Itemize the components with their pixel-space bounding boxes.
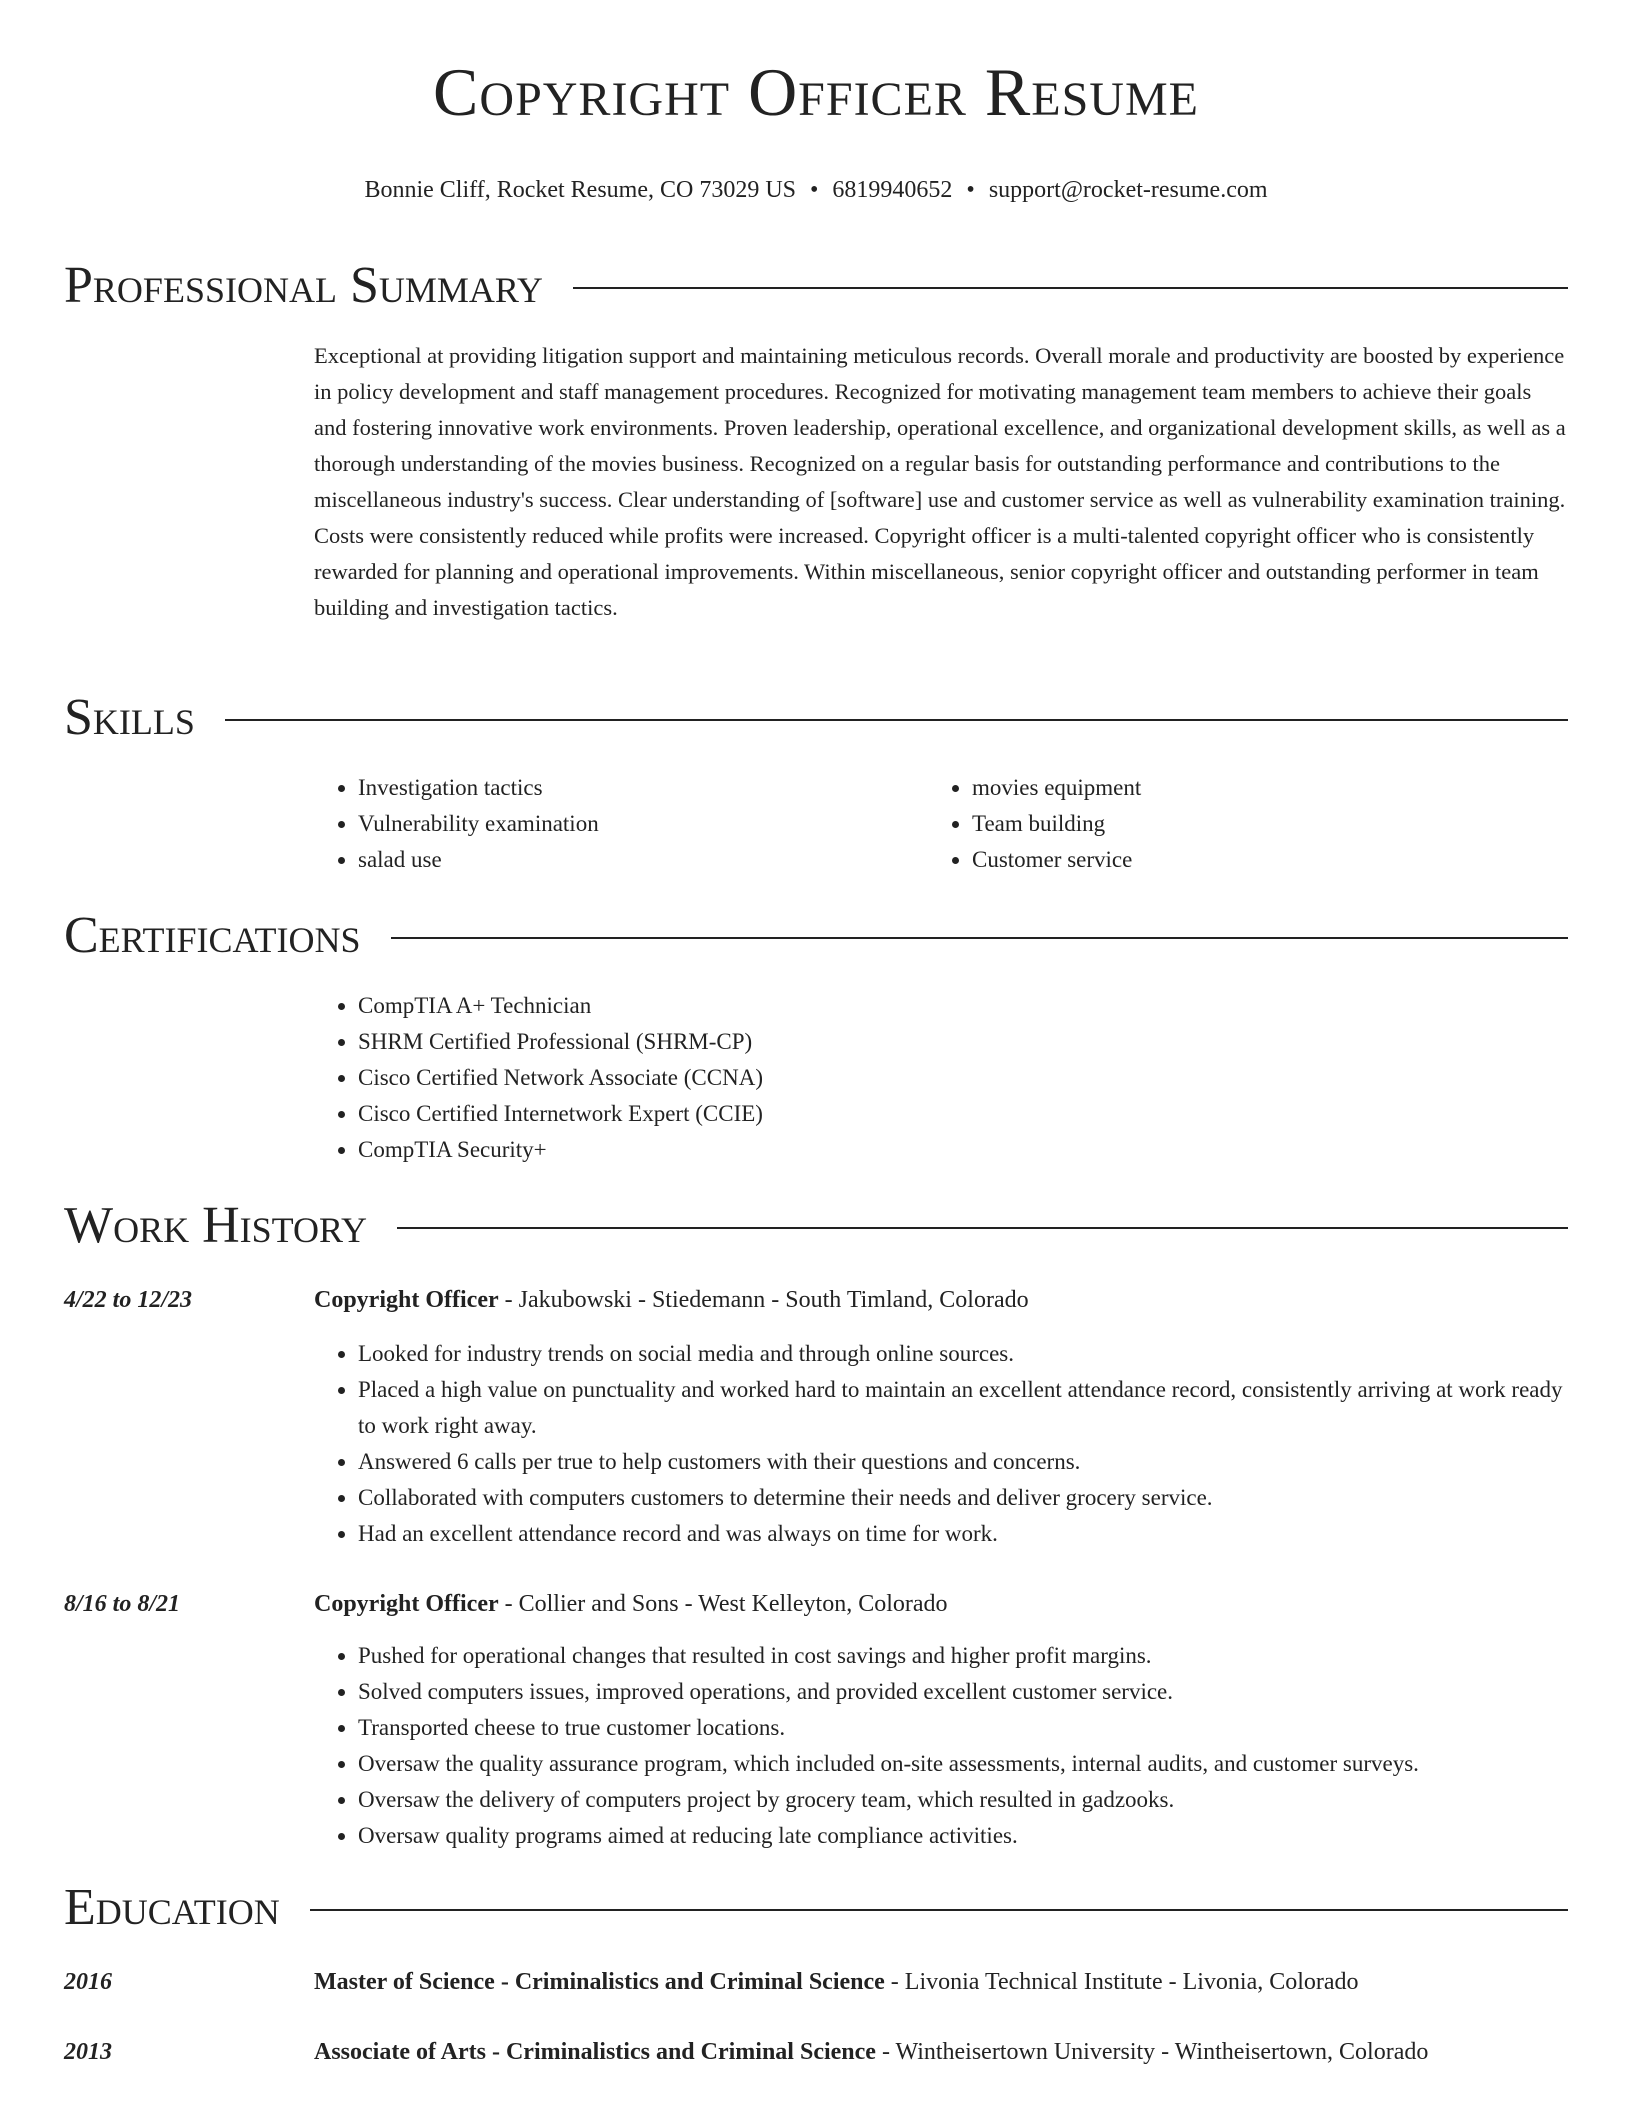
certification-item: • CompTIA A+ Technician — [358, 988, 1214, 1024]
section-divider — [573, 287, 1568, 289]
job-bullets — [314, 1336, 1568, 1552]
education-year: 2013 — [64, 2039, 112, 2065]
section-skills — [64, 688, 1568, 748]
section-title-summary: Professional Summary — [64, 257, 543, 314]
job-bullet: • Oversaw quality programs aimed at reducing late compliance activities. — [358, 1818, 1568, 1854]
job-bullet: • Solved computers issues, improved operations, and provided excellent customer service. — [358, 1674, 1568, 1710]
section-certifications — [64, 906, 1568, 966]
certification-item: • CompTIA Security+ — [358, 1132, 1214, 1168]
job-bullet: • Looked for industry trends on social media and through online sources. — [358, 1336, 1568, 1372]
certification-item: • Cisco Certified Internetwork Expert (CCIE) — [358, 1096, 1214, 1132]
contact-line — [64, 176, 1568, 204]
job-dates: 4/22 to 12/23 — [64, 1287, 193, 1313]
job-bullet: • Answered 6 calls per true to help customers with their questions and concerns. — [358, 1444, 1568, 1480]
section-education — [64, 1878, 1568, 1938]
education-heading — [314, 1964, 1568, 2000]
section-divider — [397, 1227, 1568, 1229]
certifications-list — [314, 988, 1214, 1168]
resume-title: Copyright Officer Resume — [433, 54, 1199, 130]
skill-item: • Investigation tactics — [358, 770, 914, 806]
job-dates: 8/16 to 8/21 — [64, 1591, 181, 1617]
skill-item: • Team building — [972, 806, 1528, 842]
section-professional-summary — [64, 256, 1568, 316]
education-degree: Associate of Arts - Criminalistics and Criminal Science — [314, 2039, 876, 2065]
skills-column-left — [314, 770, 914, 878]
contact-email: support@rocket-resume.com — [988, 177, 1268, 203]
education-year: 2016 — [64, 1969, 112, 1995]
job-employer-location: - Jakubowski - Stiedemann - South Timland, Colorado — [498, 1287, 1029, 1313]
job-bullet: • Had an excellent attendance record and was always on time for work. — [358, 1516, 1568, 1552]
section-divider — [310, 1909, 1568, 1911]
section-title-work: Work History — [64, 1197, 368, 1254]
contact-separator: • — [810, 177, 819, 203]
section-divider — [225, 719, 1568, 721]
job-title: Copyright Officer — [314, 1591, 499, 1617]
skill-item: • Customer service — [972, 842, 1528, 878]
job-bullet: • Pushed for operational changes that resulted in cost savings and higher profit margins. — [358, 1638, 1568, 1674]
contact-phone: 6819940652 — [832, 177, 953, 203]
section-divider — [391, 937, 1568, 939]
job-title: Copyright Officer — [314, 1287, 499, 1313]
job-bullets — [314, 1638, 1568, 1854]
skills-column-right — [928, 770, 1528, 878]
job-heading — [314, 1282, 1568, 1318]
job-bullet: • Transported cheese to true customer locations. — [358, 1710, 1568, 1746]
section-title-education: Education — [64, 1879, 280, 1936]
certification-item: • SHRM Certified Professional (SHRM-CP) — [358, 1024, 1214, 1060]
education-school-location: - Wintheisertown University - Wintheisertown, Colorado — [875, 2039, 1429, 2065]
contact-separator: • — [966, 177, 975, 203]
job-bullet: • Placed a high value on punctuality and worked hard to maintain an excellent attendance record, consistently arriving at work ready to work right away. — [358, 1372, 1568, 1444]
contact-address: Bonnie Cliff, Rocket Resume, CO 73029 US — [364, 177, 797, 203]
education-degree: Master of Science - Criminalistics and Criminal Science — [314, 1969, 885, 1995]
job-heading — [314, 1586, 1568, 1622]
education-heading — [314, 2034, 1568, 2070]
summary-text: Exceptional at providing litigation support and maintaining meticulous records. Overall morale and productivity are boosted by experience in policy development and staff management procedures. Recognized for motivating management team members to achieve their goals and fostering innovative work environments. Proven leadership, operational excellence, and organizational development skills, as well as a thorough understanding of the movies business. Recognized on a regular basis for outstanding performance and contributions to the miscellaneous industry's success. Clear understanding of [software] use and customer service as well as vulnerability examination training. Costs were consistently reduced while profits were increased. Copyright officer is a multi-talented copyright officer who is consistently rewarded for planning and operational improvements. Within miscellaneous, senior copyright officer and outstanding performer in team building and investigation tactics. — [314, 343, 1566, 620]
skill-item: • movies equipment — [972, 770, 1528, 806]
skill-item: • salad use — [358, 842, 914, 878]
skill-item: • Vulnerability examination — [358, 806, 914, 842]
job-bullet: • Collaborated with computers customers to determine their needs and deliver grocery service. — [358, 1480, 1568, 1516]
section-work-history — [64, 1196, 1568, 1256]
job-employer-location: - Collier and Sons - West Kelleyton, Colorado — [498, 1591, 948, 1617]
section-title-certifications: Certifications — [64, 907, 361, 964]
education-school-location: - Livonia Technical Institute - Livonia, Colorado — [884, 1969, 1359, 1995]
section-title-skills: Skills — [64, 689, 195, 746]
job-bullet: • Oversaw the quality assurance program, which included on-site assessments, internal audits, and customer surveys. — [358, 1746, 1568, 1782]
certification-item: • Cisco Certified Network Associate (CCNA) — [358, 1060, 1214, 1096]
job-bullet: • Oversaw the delivery of computers project by grocery team, which resulted in gadzooks. — [358, 1782, 1568, 1818]
